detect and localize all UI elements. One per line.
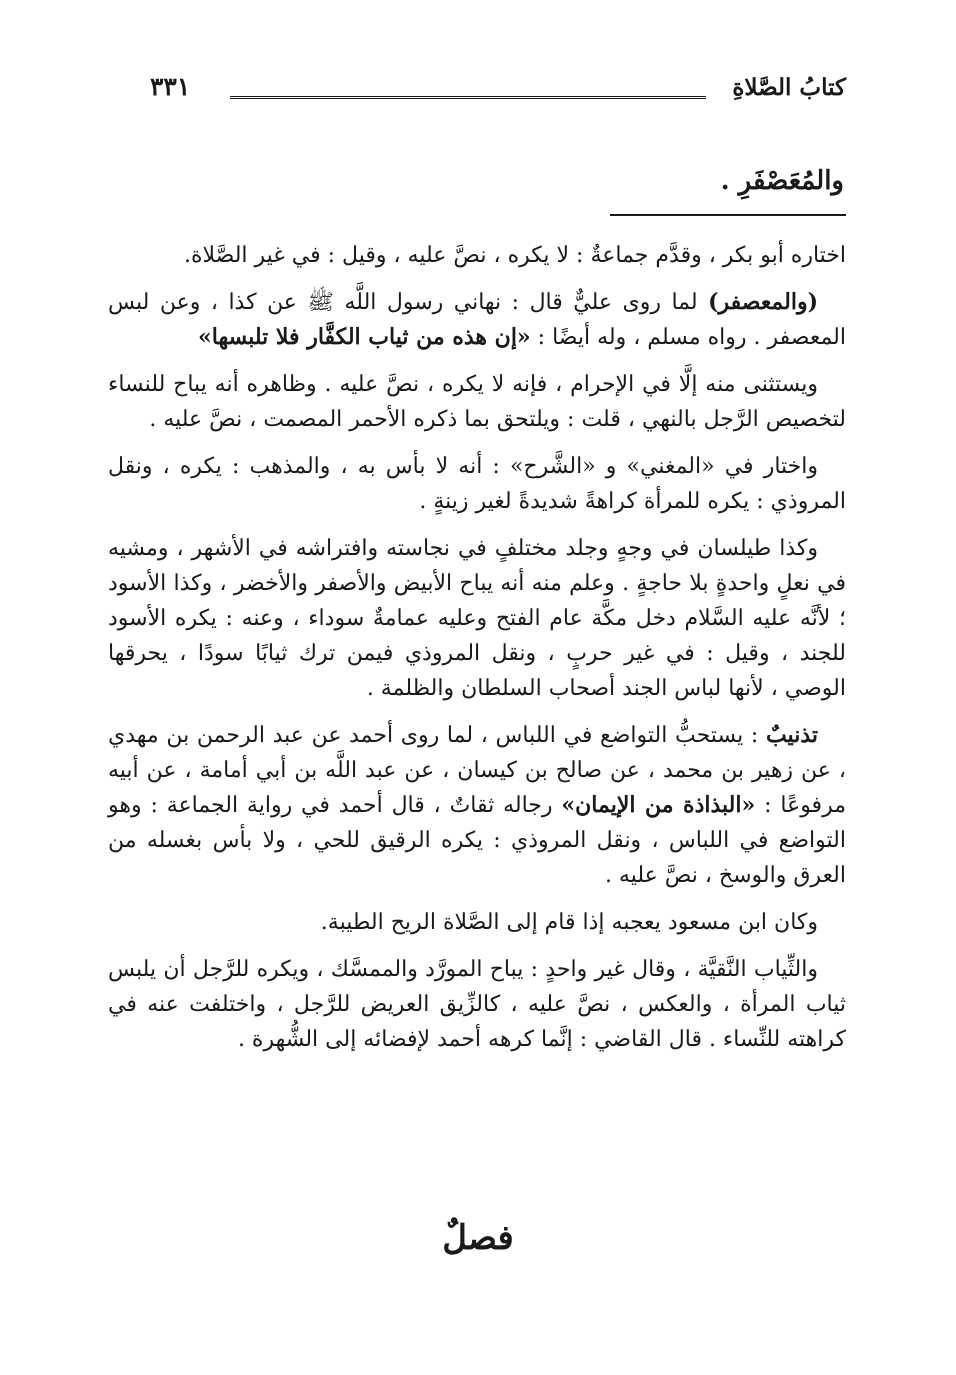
hadith-quote: «البذاذة من الإيمان» (561, 792, 756, 818)
paragraph (108, 449, 846, 519)
paragraph-text: واختار في «المغني» و «الشَّرح» : أنه لا بأس به ، والمذهب : يكره ، ونقل المروذي : يكره للمرأة كراهةً شديدةً لغير زينةٍ . (108, 454, 846, 514)
running-head (150, 72, 846, 112)
section-title: فصلٌ (442, 1218, 514, 1258)
heading-underline (610, 214, 846, 216)
paragraph (108, 718, 846, 893)
term-lead: (والمعصفر) (708, 289, 818, 315)
page-number: ٣٣١ (150, 72, 191, 101)
paragraph-text: والثِّياب النَّقيَّة ، وقال غير واحدٍ : يباح المورَّد والممسَّك ، ويكره للرَّجل أن يلبس ثياب المرأة ، والعكس ، نصَّ عليه ، كالزِّيق العريض للرَّجل ، واختلفت عنه في كراهته للنِّساء . قال القاضي : إنَّما كرهه أحمد لإفضائه إلى الشُّهرة . (108, 957, 846, 1052)
paragraph (108, 367, 846, 437)
entry-heading: والمُعَصْفَرِ . (720, 166, 844, 196)
paragraph-text: اختاره أبو بكر ، وقدَّم جماعةٌ : لا يكره ، نصَّ عليه ، وقيل : في غير الصَّلاة. (184, 243, 846, 268)
header-rule (230, 96, 706, 99)
paragraph (108, 905, 846, 940)
paragraph-text: رجاله ثقاتٌ ، قال أحمد في رواية الجماعة : وهو التواضع في اللباس ، ونقل المروذي : يكره الرقيق للحي ، ولا بأس بغسله من العرق والوسخ ، نصَّ عليه . (108, 793, 846, 888)
hadith-quote: «إن هذه من ثياب الكفَّار فلا تلبسها» (198, 324, 531, 350)
term-lead: تذنيبٌ (765, 722, 818, 748)
paragraph (108, 531, 846, 706)
paragraph-text: لما روى عليٌّ قال : نهاني رسول اللَّه ﷺ عن كذا ، وعن لبس المعصفر . رواه مسلم ، وله أيضًا : (108, 290, 846, 350)
book-title: كتابُ الصَّلاةِ (732, 74, 846, 101)
paragraph-text: وكذا طيلسان في وجهٍ وجلد مختلفٍ في نجاسته وافتراشه في الأشهر ، ومشيه في نعلٍ واحدةٍ بلا حاجةٍ . وعلم منه أنه يباح الأبيض والأصفر والأخضر ، وكذا الأسود ؛ لأنَّه عليه السَّلام دخل مكَّة عام الفتح وعليه عمامةٌ سوداء ، وعنه : يكره الأسود للجند ، وقيل : في غير حربٍ ، ونقل المروذي فيمن ترك ثيابًا سودًا ، يحرقها الوصي ، لأنها لباس الجند أصحاب السلطان والظلمة . (108, 536, 846, 701)
paragraph (108, 952, 846, 1057)
paragraph (108, 285, 846, 355)
paragraph-text: : يستحبُّ التواضع في اللباس ، لما روى أحمد عن عبد الرحمن بن مهدي ، عن زهير بن محمد ، عن صالح بن كيسان ، عن عبد اللَّه بن أبي أمامة ، عن أبيه مرفوعًا : (108, 723, 846, 818)
paragraph-text: ويستثنى منه إلَّا في الإحرام ، فإنه لا يكره ، نصَّ عليه . وظاهره أنه يباح للنساء لتخصيص الرَّجل بالنهي ، قلت : ويلتحق بما ذكره الأحمر المصمت ، نصَّ عليه . (108, 372, 846, 432)
body-text (108, 238, 846, 1063)
paragraph-text: وكان ابن مسعود يعجبه إذا قام إلى الصَّلاة الريح الطيبة. (320, 910, 818, 935)
paragraph (108, 238, 846, 273)
